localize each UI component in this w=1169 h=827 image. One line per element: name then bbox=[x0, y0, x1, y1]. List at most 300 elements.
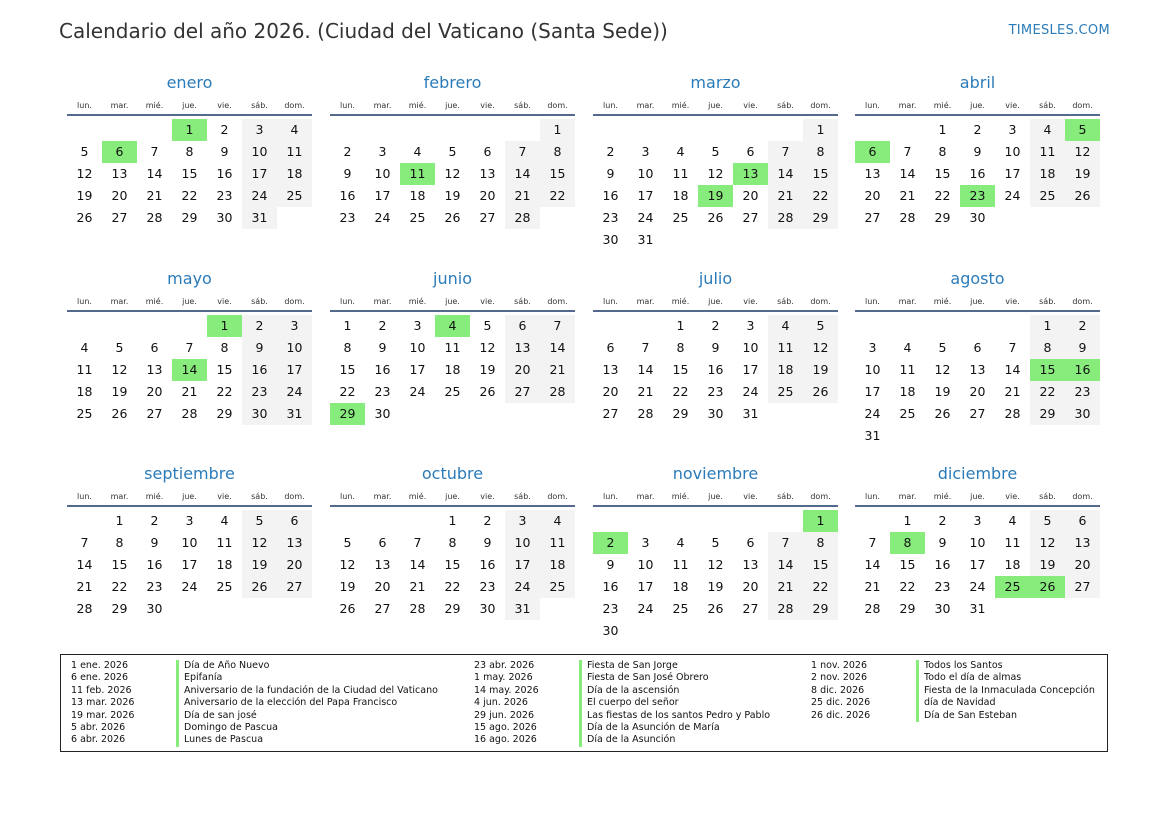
holiday-name: Día de la Asunción de María bbox=[579, 722, 720, 734]
legend-row bbox=[71, 722, 438, 734]
day-cell: 5 bbox=[115, 340, 124, 355]
weekday-label: sáb. bbox=[777, 297, 794, 306]
month-octubre bbox=[330, 464, 575, 620]
day-cell: 16 bbox=[374, 362, 391, 377]
weekday-label: sáb. bbox=[1039, 101, 1056, 110]
weekday-label: mar. bbox=[636, 492, 655, 501]
weekday-label: lun. bbox=[77, 297, 92, 306]
day-cell: 28 bbox=[409, 601, 426, 616]
day-cell: 30 bbox=[1065, 403, 1100, 425]
month-mayo bbox=[67, 269, 312, 425]
weekday-label: mié. bbox=[933, 297, 952, 306]
holiday-day-cell: 5 bbox=[1065, 119, 1100, 141]
day-cell: 27 bbox=[111, 210, 128, 225]
day-cell: 26 bbox=[444, 210, 461, 225]
month-julio bbox=[593, 269, 838, 425]
day-cell: 19 bbox=[111, 384, 128, 399]
day-cell: 14 bbox=[146, 166, 163, 181]
weekday-header bbox=[593, 489, 838, 507]
day-cell: 7 bbox=[768, 141, 803, 163]
empty-cell bbox=[400, 119, 435, 141]
legend-row bbox=[811, 685, 1095, 697]
day-cell: 13 bbox=[505, 337, 540, 359]
day-cell: 27 bbox=[969, 406, 986, 421]
weekday-label: sáb. bbox=[251, 492, 268, 501]
days-grid bbox=[593, 510, 838, 642]
day-cell: 25 bbox=[444, 384, 461, 399]
day-cell: 14 bbox=[409, 557, 426, 572]
day-cell: 15 bbox=[181, 166, 198, 181]
weekday-label: lun. bbox=[603, 101, 618, 110]
day-cell: 26 bbox=[707, 601, 724, 616]
day-cell: 10 bbox=[1004, 144, 1021, 159]
day-cell: 20 bbox=[111, 188, 128, 203]
legend-row bbox=[474, 685, 770, 697]
day-cell: 25 bbox=[899, 406, 916, 421]
month-title: septiembre bbox=[144, 464, 235, 483]
days-grid bbox=[855, 510, 1100, 620]
weekday-label: mié. bbox=[145, 101, 164, 110]
legend-column bbox=[474, 660, 770, 747]
day-cell: 4 bbox=[676, 535, 685, 550]
empty-cell bbox=[470, 119, 505, 141]
day-cell: 25 bbox=[1030, 185, 1065, 207]
day-cell: 8 bbox=[343, 340, 352, 355]
day-cell: 8 bbox=[448, 535, 457, 550]
day-cell: 19 bbox=[479, 362, 496, 377]
day-cell: 24 bbox=[374, 210, 391, 225]
day-cell: 3 bbox=[1008, 122, 1017, 137]
day-cell: 8 bbox=[185, 144, 194, 159]
day-cell: 22 bbox=[444, 579, 461, 594]
weekday-label: dom. bbox=[284, 297, 305, 306]
holiday-date: 1 nov. 2026 bbox=[811, 660, 867, 671]
day-cell: 7 bbox=[868, 535, 877, 550]
day-cell: 2 bbox=[150, 513, 159, 528]
holiday-date: 1 ene. 2026 bbox=[71, 660, 128, 671]
day-cell: 28 bbox=[181, 406, 198, 421]
day-cell: 27 bbox=[479, 210, 496, 225]
day-cell: 7 bbox=[540, 315, 575, 337]
legend-row bbox=[71, 710, 438, 722]
day-cell: 5 bbox=[938, 340, 947, 355]
day-cell: 20 bbox=[374, 579, 391, 594]
holiday-date: 14 may. 2026 bbox=[474, 684, 539, 696]
day-cell: 30 bbox=[146, 601, 163, 616]
day-cell: 5 bbox=[80, 144, 89, 159]
empty-cell bbox=[925, 315, 960, 337]
day-cell: 9 bbox=[242, 337, 277, 359]
day-cell: 1 bbox=[1030, 315, 1065, 337]
day-cell: 22 bbox=[803, 576, 838, 598]
day-cell: 29 bbox=[181, 210, 198, 225]
day-cell: 28 bbox=[540, 381, 575, 403]
weekday-label: mar. bbox=[373, 492, 392, 501]
day-cell: 23 bbox=[707, 384, 724, 399]
day-cell: 22 bbox=[672, 384, 689, 399]
weekday-label: mar. bbox=[898, 297, 917, 306]
day-cell: 17 bbox=[637, 188, 654, 203]
day-cell: 10 bbox=[277, 337, 312, 359]
day-cell: 18 bbox=[672, 188, 689, 203]
day-cell: 27 bbox=[742, 210, 759, 225]
day-cell: 26 bbox=[339, 601, 356, 616]
day-cell: 17 bbox=[637, 579, 654, 594]
day-cell: 12 bbox=[707, 166, 724, 181]
day-cell: 2 bbox=[606, 144, 615, 159]
day-cell: 22 bbox=[181, 188, 198, 203]
month-septiembre bbox=[67, 464, 312, 620]
day-cell: 22 bbox=[899, 579, 916, 594]
day-cell: 28 bbox=[864, 601, 881, 616]
weekday-label: vie. bbox=[480, 297, 495, 306]
day-cell: 22 bbox=[803, 185, 838, 207]
weekday-label: dom. bbox=[1072, 101, 1093, 110]
weekday-label: mar. bbox=[110, 101, 129, 110]
day-cell: 18 bbox=[899, 384, 916, 399]
day-cell: 23 bbox=[216, 188, 233, 203]
day-cell: 18 bbox=[1030, 163, 1065, 185]
day-cell: 14 bbox=[768, 554, 803, 576]
holiday-day-cell: 4 bbox=[435, 315, 470, 337]
legend-row bbox=[811, 672, 1095, 684]
legend-row bbox=[71, 734, 438, 746]
weekday-label: mar. bbox=[373, 101, 392, 110]
day-cell: 24 bbox=[742, 384, 759, 399]
day-cell: 7 bbox=[1008, 340, 1017, 355]
day-cell: 4 bbox=[413, 144, 422, 159]
days-grid bbox=[593, 315, 838, 425]
month-title: diciembre bbox=[937, 464, 1018, 483]
day-cell: 6 bbox=[277, 510, 312, 532]
weekday-label: mié. bbox=[671, 101, 690, 110]
day-cell: 17 bbox=[742, 362, 759, 377]
weekday-label: sáb. bbox=[777, 492, 794, 501]
holiday-name: Domingo de Pascua bbox=[176, 722, 278, 734]
holiday-day-cell: 1 bbox=[207, 315, 242, 337]
day-cell: 8 bbox=[540, 141, 575, 163]
holiday-date: 19 mar. 2026 bbox=[71, 709, 135, 721]
holiday-name: Lunes de Pascua bbox=[176, 734, 263, 746]
day-cell: 3 bbox=[277, 315, 312, 337]
day-cell: 27 bbox=[1065, 576, 1100, 598]
day-cell: 24 bbox=[637, 210, 654, 225]
day-cell: 13 bbox=[969, 362, 986, 377]
holiday-day-cell: 8 bbox=[890, 532, 925, 554]
day-cell: 23 bbox=[934, 579, 951, 594]
day-cell: 10 bbox=[242, 141, 277, 163]
empty-cell bbox=[890, 315, 925, 337]
holiday-name: Día de la ascensión bbox=[579, 685, 679, 697]
day-cell: 20 bbox=[864, 188, 881, 203]
day-cell: 19 bbox=[444, 188, 461, 203]
weekday-header bbox=[67, 489, 312, 507]
weekday-label: mié. bbox=[145, 492, 164, 501]
day-cell: 27 bbox=[602, 406, 619, 421]
day-cell: 21 bbox=[181, 384, 198, 399]
weekday-label: jue. bbox=[970, 101, 985, 110]
legend-row bbox=[474, 660, 770, 672]
day-cell: 26 bbox=[934, 406, 951, 421]
day-cell: 20 bbox=[742, 579, 759, 594]
day-cell: 21 bbox=[899, 188, 916, 203]
day-cell: 17 bbox=[242, 163, 277, 185]
holiday-date: 15 ago. 2026 bbox=[474, 721, 537, 733]
day-cell: 16 bbox=[146, 557, 163, 572]
day-cell: 19 bbox=[707, 579, 724, 594]
day-cell: 4 bbox=[768, 315, 803, 337]
month-title: abril bbox=[959, 73, 996, 92]
day-cell: 29 bbox=[444, 601, 461, 616]
weekday-label: mié. bbox=[408, 297, 427, 306]
day-cell: 6 bbox=[483, 144, 492, 159]
day-cell: 11 bbox=[277, 141, 312, 163]
weekday-label: mié. bbox=[933, 492, 952, 501]
month-abril bbox=[855, 73, 1100, 229]
day-cell: 20 bbox=[742, 188, 759, 203]
day-cell: 23 bbox=[602, 601, 619, 616]
day-cell: 17 bbox=[277, 359, 312, 381]
day-cell: 1 bbox=[540, 119, 575, 141]
day-cell: 3 bbox=[505, 510, 540, 532]
month-marzo bbox=[593, 73, 838, 251]
day-cell: 7 bbox=[768, 532, 803, 554]
empty-cell bbox=[593, 510, 628, 532]
weekday-label: lun. bbox=[603, 297, 618, 306]
weekday-label: vie. bbox=[743, 297, 758, 306]
day-cell: 5 bbox=[242, 510, 277, 532]
day-cell: 17 bbox=[969, 557, 986, 572]
day-cell: 26 bbox=[803, 381, 838, 403]
holiday-date: 1 may. 2026 bbox=[474, 672, 533, 684]
day-cell: 15 bbox=[216, 362, 233, 377]
day-cell: 10 bbox=[864, 362, 881, 377]
legend-column bbox=[71, 660, 438, 747]
weekday-label: lun. bbox=[77, 492, 92, 501]
month-title: julio bbox=[698, 269, 733, 288]
weekday-label: dom. bbox=[810, 492, 831, 501]
day-cell: 7 bbox=[150, 144, 159, 159]
legend-row bbox=[71, 697, 438, 709]
day-cell: 14 bbox=[899, 166, 916, 181]
day-cell: 10 bbox=[374, 166, 391, 181]
day-cell: 9 bbox=[973, 144, 982, 159]
day-cell: 25 bbox=[277, 185, 312, 207]
day-cell: 20 bbox=[146, 384, 163, 399]
day-cell: 9 bbox=[711, 340, 720, 355]
weekday-label: jue. bbox=[708, 297, 723, 306]
day-cell: 3 bbox=[413, 318, 422, 333]
day-cell: 24 bbox=[1004, 188, 1021, 203]
day-cell: 27 bbox=[742, 601, 759, 616]
day-cell: 29 bbox=[1030, 403, 1065, 425]
day-cell: 28 bbox=[1004, 406, 1021, 421]
day-cell: 10 bbox=[505, 532, 540, 554]
day-cell: 4 bbox=[277, 119, 312, 141]
day-cell: 3 bbox=[973, 513, 982, 528]
weekday-label: mié. bbox=[408, 492, 427, 501]
empty-cell bbox=[400, 510, 435, 532]
empty-cell bbox=[330, 510, 365, 532]
day-cell: 14 bbox=[1004, 362, 1021, 377]
empty-cell bbox=[67, 315, 102, 337]
day-cell: 2 bbox=[973, 122, 982, 137]
day-cell: 20 bbox=[1065, 554, 1100, 576]
day-cell: 30 bbox=[602, 623, 619, 638]
day-cell: 9 bbox=[150, 535, 159, 550]
empty-cell bbox=[137, 119, 172, 141]
day-cell: 13 bbox=[111, 166, 128, 181]
day-cell: 13 bbox=[602, 362, 619, 377]
legend-row bbox=[71, 685, 438, 697]
day-cell: 12 bbox=[1030, 532, 1065, 554]
day-cell: 16 bbox=[216, 166, 233, 181]
day-cell: 28 bbox=[637, 406, 654, 421]
days-grid bbox=[330, 510, 575, 620]
month-agosto bbox=[855, 269, 1100, 447]
weekday-label: mar. bbox=[110, 297, 129, 306]
day-cell: 12 bbox=[111, 362, 128, 377]
weekday-label: mar. bbox=[898, 492, 917, 501]
day-cell: 8 bbox=[803, 532, 838, 554]
weekday-label: jue. bbox=[182, 297, 197, 306]
day-cell: 12 bbox=[242, 532, 277, 554]
day-cell: 12 bbox=[339, 557, 356, 572]
day-cell: 13 bbox=[479, 166, 496, 181]
holiday-name: Todos los Santos bbox=[916, 660, 1003, 672]
holiday-name: Fiesta de la Inmaculada Concepción bbox=[916, 685, 1095, 697]
day-cell: 15 bbox=[672, 362, 689, 377]
day-cell: 31 bbox=[742, 406, 759, 421]
day-cell: 5 bbox=[448, 144, 457, 159]
day-cell: 14 bbox=[505, 163, 540, 185]
day-cell: 4 bbox=[80, 340, 89, 355]
weekday-label: dom. bbox=[1072, 492, 1093, 501]
holiday-day-cell: 15 bbox=[1030, 359, 1065, 381]
day-cell: 21 bbox=[768, 185, 803, 207]
brand-link[interactable]: TIMESLES.COM bbox=[1008, 23, 1110, 38]
day-cell: 29 bbox=[899, 601, 916, 616]
day-cell: 3 bbox=[185, 513, 194, 528]
weekday-label: sáb. bbox=[514, 492, 531, 501]
day-cell: 23 bbox=[479, 579, 496, 594]
empty-cell bbox=[768, 119, 803, 141]
weekday-label: mar. bbox=[636, 297, 655, 306]
day-cell: 9 bbox=[606, 557, 615, 572]
day-cell: 15 bbox=[803, 554, 838, 576]
day-cell: 21 bbox=[76, 579, 93, 594]
weekday-header bbox=[593, 294, 838, 312]
day-cell: 17 bbox=[181, 557, 198, 572]
weekday-label: dom. bbox=[547, 101, 568, 110]
day-cell: 21 bbox=[409, 579, 426, 594]
day-cell: 23 bbox=[374, 384, 391, 399]
day-cell: 20 bbox=[602, 384, 619, 399]
day-cell: 25 bbox=[672, 601, 689, 616]
empty-cell bbox=[960, 315, 995, 337]
legend-row bbox=[474, 697, 770, 709]
weekday-label: lun. bbox=[865, 492, 880, 501]
day-cell: 26 bbox=[242, 576, 277, 598]
day-cell: 4 bbox=[903, 340, 912, 355]
day-cell: 5 bbox=[803, 315, 838, 337]
day-cell: 28 bbox=[146, 210, 163, 225]
day-cell: 24 bbox=[242, 185, 277, 207]
day-cell: 22 bbox=[540, 185, 575, 207]
day-cell: 12 bbox=[444, 166, 461, 181]
day-cell: 20 bbox=[505, 359, 540, 381]
legend-row bbox=[811, 710, 1095, 722]
legend-row bbox=[71, 672, 438, 684]
empty-cell bbox=[365, 510, 400, 532]
holiday-day-cell: 14 bbox=[172, 359, 207, 381]
weekday-header bbox=[330, 489, 575, 507]
day-cell: 27 bbox=[277, 576, 312, 598]
day-cell: 13 bbox=[277, 532, 312, 554]
day-cell: 13 bbox=[374, 557, 391, 572]
month-title: marzo bbox=[690, 73, 741, 92]
day-cell: 14 bbox=[768, 163, 803, 185]
days-grid bbox=[67, 315, 312, 425]
legend-row bbox=[474, 672, 770, 684]
month-febrero bbox=[330, 73, 575, 229]
day-cell: 13 bbox=[742, 557, 759, 572]
empty-cell bbox=[698, 510, 733, 532]
day-cell: 19 bbox=[803, 359, 838, 381]
empty-cell bbox=[102, 119, 137, 141]
day-cell: 25 bbox=[216, 579, 233, 594]
day-cell: 5 bbox=[711, 144, 720, 159]
day-cell: 25 bbox=[76, 406, 93, 421]
days-grid bbox=[593, 119, 838, 251]
weekday-label: vie. bbox=[743, 101, 758, 110]
day-cell: 31 bbox=[637, 232, 654, 247]
day-cell: 19 bbox=[1030, 554, 1065, 576]
empty-cell bbox=[593, 119, 628, 141]
month-title: febrero bbox=[423, 73, 482, 92]
day-cell: 31 bbox=[969, 601, 986, 616]
day-cell: 23 bbox=[146, 579, 163, 594]
weekday-header bbox=[593, 98, 838, 116]
empty-cell bbox=[593, 315, 628, 337]
day-cell: 17 bbox=[505, 554, 540, 576]
day-cell: 6 bbox=[1065, 510, 1100, 532]
day-cell: 10 bbox=[637, 166, 654, 181]
holiday-day-cell: 19 bbox=[698, 185, 733, 207]
day-cell: 29 bbox=[111, 601, 128, 616]
day-cell: 15 bbox=[111, 557, 128, 572]
day-cell: 21 bbox=[637, 384, 654, 399]
day-cell: 4 bbox=[540, 510, 575, 532]
holiday-date: 23 abr. 2026 bbox=[474, 660, 535, 671]
day-cell: 24 bbox=[181, 579, 198, 594]
weekday-label: lun. bbox=[340, 492, 355, 501]
month-title: noviembre bbox=[672, 464, 759, 483]
day-cell: 30 bbox=[707, 406, 724, 421]
day-cell: 7 bbox=[413, 535, 422, 550]
day-cell: 16 bbox=[707, 362, 724, 377]
day-cell: 8 bbox=[676, 340, 685, 355]
day-cell: 12 bbox=[76, 166, 93, 181]
holiday-name: El cuerpo del señor bbox=[579, 697, 679, 709]
empty-cell bbox=[365, 119, 400, 141]
holiday-day-cell: 23 bbox=[960, 185, 995, 207]
day-cell: 11 bbox=[216, 535, 233, 550]
day-cell: 8 bbox=[220, 340, 229, 355]
day-cell: 24 bbox=[864, 406, 881, 421]
day-cell: 15 bbox=[540, 163, 575, 185]
day-cell: 5 bbox=[711, 535, 720, 550]
